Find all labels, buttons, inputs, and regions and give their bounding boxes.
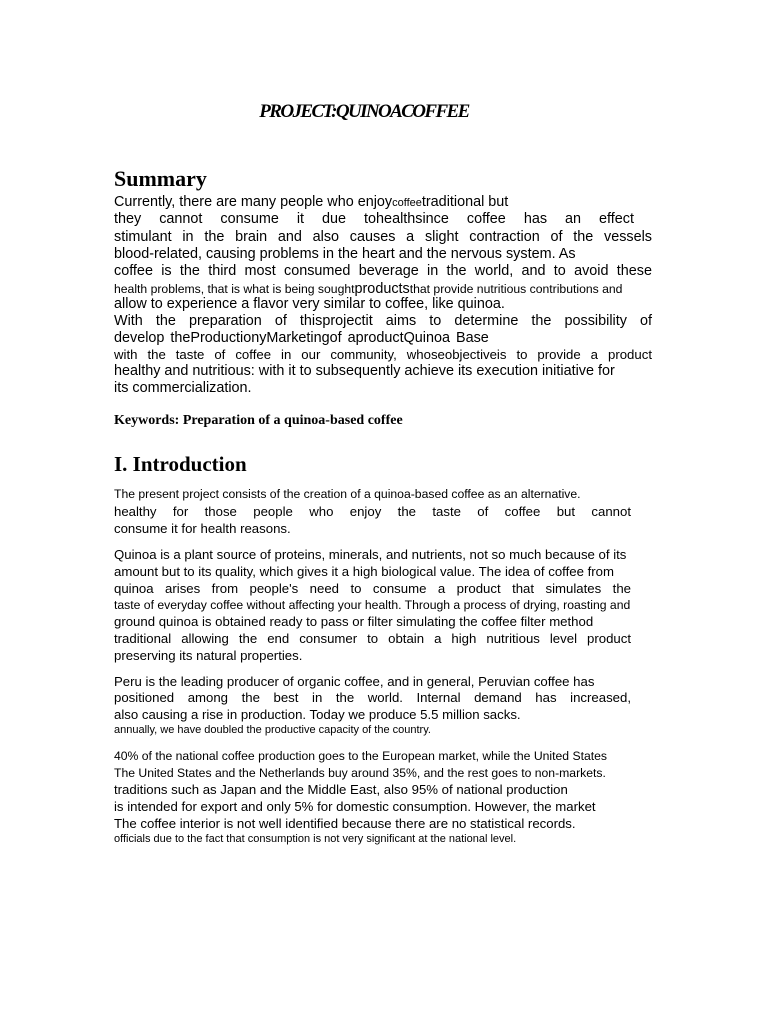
intro-p4-line-1: 40% of the national coffee production goes to the European market, while the United States <box>114 749 608 763</box>
keywords-line: Keywords: Preparation of a quinoa-based coffee <box>114 413 403 428</box>
summary-line-3: stimulant in the brain and also causes a slight contraction of the vessels <box>114 229 652 245</box>
summary-line-1: Currently, there are many people who enjoycoffeetraditional but <box>114 194 509 210</box>
intro-p2-line-4: taste of everyday coffee without affecting your health. Through a process of drying, roasting and <box>114 598 631 612</box>
summary-line-10: with the taste of coffee in our community, whoseobjectiveis to provide a product <box>114 347 652 362</box>
intro-p2-line-3: quinoa arises from people's need to consume a product that simulates the <box>114 581 631 596</box>
summary-line-12: its commercialization. <box>114 380 252 396</box>
intro-p3-line-1: Peru is the leading producer of organic coffee, and in general, Peruvian coffee has <box>114 674 595 689</box>
summary-line-11: healthy and nutritious: with it to subsequently achieve its execution initiative for <box>114 363 615 379</box>
document-title: PROJECT:QUINOACOFFEE <box>259 101 469 122</box>
intro-p2-line-6: traditional allowing the end consumer to obtain a high nutritious level product <box>114 631 631 646</box>
intro-p1-line-3: consume it for health reasons. <box>114 521 291 536</box>
summary-line-2: they cannot consume it due tohealthsince coffee has an effect <box>114 211 634 227</box>
summary-line-6: health problems, that is what is being soughtproductsthat provide nutritious contributions and <box>114 281 623 297</box>
intro-p3-line-4: annually, we have doubled the productive capacity of the country. <box>114 724 431 736</box>
intro-p2-line-7: preserving its natural properties. <box>114 648 303 663</box>
summary-line-7: allow to experience a flavor very similar to coffee, like quinoa. <box>114 296 505 312</box>
summary-line-5: coffee is the third most consumed beverage in the world, and to avoid these <box>114 263 652 279</box>
intro-p4-line-4: is intended for export and only 5% for domestic consumption. However, the market <box>114 799 596 814</box>
intro-p2-line-1: Quinoa is a plant source of proteins, minerals, and nutrients, not so much because of its <box>114 547 627 562</box>
summary-heading: Summary <box>114 166 207 191</box>
summary-line-9: develop theProductionyMarketingof aproductQuinoa Base <box>114 330 489 346</box>
introduction-heading: I. Introduction <box>114 452 247 476</box>
intro-p1-line-2: healthy for those people who enjoy the taste of coffee but cannot <box>114 504 631 519</box>
intro-p4-line-5: The coffee interior is not well identified because there are no statistical records. <box>114 816 576 831</box>
intro-p1-line-1: The present project consists of the creation of a quinoa-based coffee as an alternative. <box>114 487 581 501</box>
intro-p4-line-2: The United States and the Netherlands buy around 35%, and the rest goes to non-markets. <box>114 766 606 780</box>
intro-p2-line-5: ground quinoa is obtained ready to pass or filter simulating the coffee filter method <box>114 614 594 629</box>
summary-line-8: With the preparation of thisprojectit aims to determine the possibility of <box>114 313 652 329</box>
summary-line-4: blood-related, causing problems in the heart and the nervous system. As <box>114 246 576 262</box>
intro-p4-line-3: traditions such as Japan and the Middle East, also 95% of national production <box>114 782 568 797</box>
intro-p3-line-2: positioned among the best in the world. Internal demand has increased, <box>114 690 631 705</box>
intro-p3-line-3: also causing a rise in production. Today we produce 5.5 million sacks. <box>114 707 521 722</box>
intro-p2-line-2: amount but to its quality, which gives it a high biological value. The idea of coffee from <box>114 564 614 579</box>
intro-p4-line-6: officials due to the fact that consumption is not very significant at the national level. <box>114 833 517 845</box>
